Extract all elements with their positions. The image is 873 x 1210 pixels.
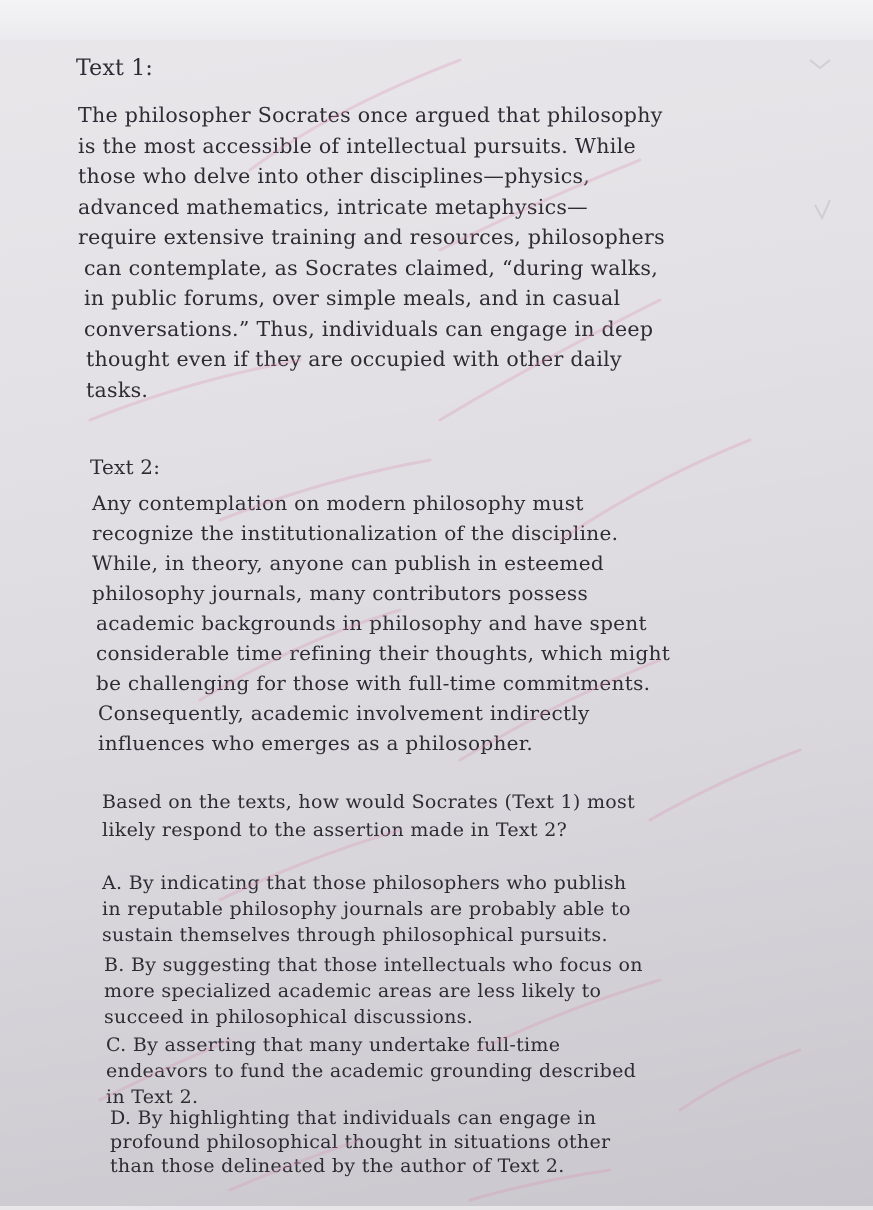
text2-line: philosophy journals, many contributors possess — [92, 581, 589, 605]
text2-line: Any contemplation on modern philosophy must — [92, 491, 584, 515]
option-b-line: more specialized academic areas are less likely to — [104, 980, 602, 1002]
text2-line: influences who emerges as a philosopher. — [98, 731, 534, 755]
question-line: Based on the texts, how would Socrates (Text 1) most — [102, 791, 636, 813]
option-b-line: succeed in philosophical discussions. — [104, 1006, 474, 1028]
option-a-line: A. By indicating that those philosophers who publish — [102, 872, 627, 894]
text1-heading: Text 1: — [76, 56, 154, 81]
option-d-line: than those delineated by the author of Text 2. — [110, 1155, 565, 1177]
text1-line: can contemplate, as Socrates claimed, “during walks, — [84, 255, 659, 280]
option-a-line: in reputable philosophy journals are probably able to — [102, 898, 631, 920]
text2-line: While, in theory, anyone can publish in esteemed — [92, 551, 604, 575]
question-stem — [102, 788, 635, 844]
text2-line: Consequently, academic involvement indirectly — [98, 701, 590, 725]
text1-line: require extensive training and resources, philosophers — [78, 225, 665, 249]
text2-heading: Text 2: — [90, 455, 161, 479]
option-a — [102, 870, 631, 948]
text1-line: thought even if they are occupied with other daily — [86, 347, 622, 371]
option-a-line: sustain themselves through philosophical pursuits. — [102, 924, 608, 946]
option-c-line: C. By asserting that many undertake full-time — [106, 1034, 561, 1056]
option-b — [104, 952, 643, 1030]
text2-paragraph — [92, 488, 670, 758]
question-line: likely respond to the assertion made in Text 2? — [102, 819, 568, 841]
text2-line: recognize the institutionalization of the discipline. — [92, 521, 619, 545]
text2-line: considerable time refining their thoughts, which might — [96, 641, 671, 665]
option-b-line: B. By suggesting that those intellectuals who focus on — [104, 954, 643, 976]
text2-line: be challenging for those with full-time commitments. — [96, 671, 651, 695]
text2-line: academic backgrounds in philosophy and have spent — [96, 611, 647, 635]
option-d — [110, 1106, 610, 1178]
option-c — [106, 1032, 636, 1110]
text1-line: The philosopher Socrates once argued that philosophy — [78, 103, 663, 127]
option-c-line: in Text 2. — [106, 1086, 199, 1108]
text1-line: advanced mathematics, intricate metaphysics— — [78, 194, 588, 219]
text1-line: those who delve into other disciplines—physics, — [78, 164, 591, 188]
text1-line: is the most accessible of intellectual pursuits. While — [78, 133, 636, 158]
text1-line: in public forums, over simple meals, and in casual — [84, 286, 621, 310]
option-d-line: profound philosophical thought in situations other — [110, 1131, 611, 1153]
option-c-line: endeavors to fund the academic grounding described — [106, 1060, 637, 1082]
text1-line: tasks. — [86, 377, 149, 402]
text1-line: conversations.” Thus, individuals can engage in deep — [84, 316, 654, 341]
option-d-line: D. By highlighting that individuals can engage in — [110, 1107, 597, 1129]
text1-paragraph — [78, 100, 665, 405]
